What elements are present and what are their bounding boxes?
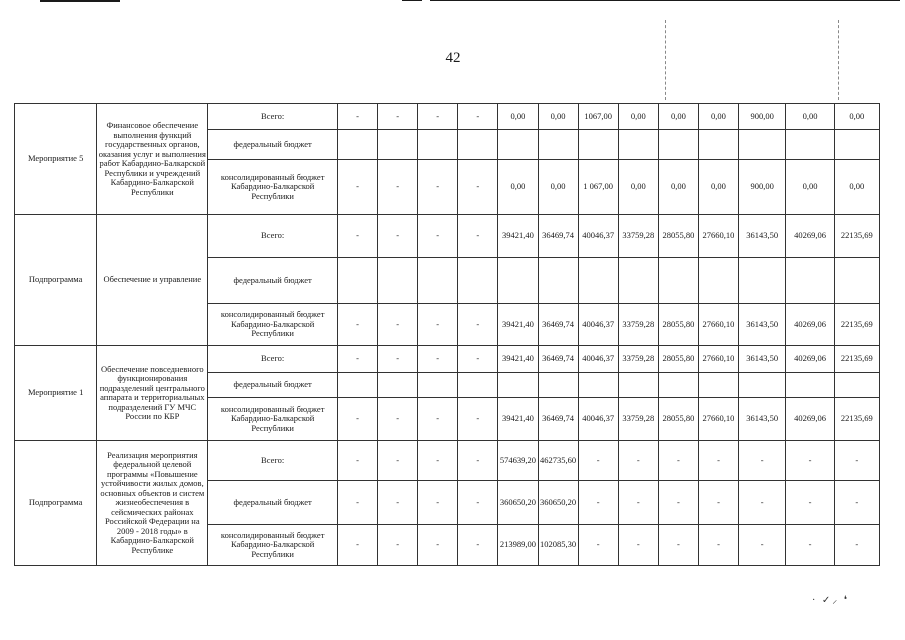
value-cell: [378, 258, 418, 304]
value-cell: -: [458, 104, 498, 130]
value-cell: -: [337, 346, 377, 373]
value-cell: 36469,74: [538, 398, 578, 441]
value-cell: -: [458, 525, 498, 566]
value-cell: -: [698, 525, 738, 566]
scan-mark-top-left: [40, 0, 120, 2]
value-cell: 36143,50: [739, 398, 786, 441]
value-cell: [378, 373, 418, 398]
value-cell: -: [418, 481, 458, 525]
program-type-cell: Подпрограмма: [15, 441, 97, 566]
value-cell: -: [658, 481, 698, 525]
value-cell: [498, 373, 538, 398]
value-cell: -: [698, 441, 738, 481]
value-cell: -: [458, 346, 498, 373]
value-cell: -: [698, 481, 738, 525]
value-cell: -: [337, 104, 377, 130]
funding-source-cell: Всего:: [208, 104, 338, 130]
value-cell: -: [418, 304, 458, 346]
table-row: [15, 441, 880, 481]
value-cell: 27660,10: [698, 346, 738, 373]
value-cell: -: [458, 304, 498, 346]
funding-source-cell: Всего:: [208, 441, 338, 481]
value-cell: -: [337, 481, 377, 525]
value-cell: -: [458, 481, 498, 525]
table-row: [15, 215, 880, 258]
value-cell: 360650,20: [538, 481, 578, 525]
funding-source-cell: федеральный бюджет: [208, 373, 338, 398]
value-cell: 36143,50: [739, 304, 786, 346]
value-cell: -: [618, 481, 658, 525]
program-type-cell: Мероприятие 1: [15, 346, 97, 441]
value-cell: -: [578, 525, 618, 566]
value-cell: 28055,80: [658, 398, 698, 441]
value-cell: -: [378, 346, 418, 373]
program-description-cell: Обеспечение и управление: [97, 215, 208, 346]
value-cell: -: [418, 346, 458, 373]
value-cell: -: [786, 481, 834, 525]
value-cell: [337, 258, 377, 304]
value-cell: 0,00: [658, 160, 698, 215]
value-cell: -: [378, 215, 418, 258]
funding-source-cell: консолидированный бюджет Кабардино-Балкарской Республики: [208, 304, 338, 346]
value-cell: 28055,80: [658, 346, 698, 373]
value-cell: -: [378, 441, 418, 481]
value-cell: [834, 130, 879, 160]
handwritten-mark: · ✓⸝ ❛: [812, 595, 849, 606]
value-cell: [538, 130, 578, 160]
funding-source-cell: Всего:: [208, 215, 338, 258]
table-row: [15, 346, 880, 373]
value-cell: [578, 130, 618, 160]
value-cell: [458, 373, 498, 398]
value-cell: 0,00: [658, 104, 698, 130]
value-cell: 36469,74: [538, 346, 578, 373]
value-cell: [786, 373, 834, 398]
value-cell: -: [418, 104, 458, 130]
value-cell: [698, 373, 738, 398]
value-cell: -: [739, 525, 786, 566]
value-cell: 0,00: [786, 160, 834, 215]
value-cell: 40269,06: [786, 346, 834, 373]
value-cell: -: [418, 215, 458, 258]
value-cell: -: [337, 160, 377, 215]
value-cell: [538, 258, 578, 304]
value-cell: 36143,50: [739, 346, 786, 373]
value-cell: -: [337, 441, 377, 481]
value-cell: 462735,60: [538, 441, 578, 481]
value-cell: -: [337, 215, 377, 258]
value-cell: -: [378, 398, 418, 441]
value-cell: 22135,69: [834, 215, 879, 258]
value-cell: -: [658, 525, 698, 566]
value-cell: 27660,10: [698, 398, 738, 441]
value-cell: -: [458, 215, 498, 258]
value-cell: [739, 258, 786, 304]
funding-source-cell: консолидированный бюджет Кабардино-Балкарской Республики: [208, 525, 338, 566]
value-cell: 33759,28: [618, 304, 658, 346]
value-cell: [739, 373, 786, 398]
value-cell: 33759,28: [618, 346, 658, 373]
value-cell: [698, 130, 738, 160]
value-cell: 0,00: [498, 160, 538, 215]
value-cell: 1067,00: [578, 104, 618, 130]
value-cell: 0,00: [698, 160, 738, 215]
value-cell: -: [458, 441, 498, 481]
value-cell: 28055,80: [658, 304, 698, 346]
value-cell: 0,00: [618, 104, 658, 130]
value-cell: [578, 258, 618, 304]
value-cell: 574639,20: [498, 441, 538, 481]
value-cell: 27660,10: [698, 215, 738, 258]
value-cell: [658, 373, 698, 398]
value-cell: 39421,40: [498, 304, 538, 346]
value-cell: [786, 130, 834, 160]
value-cell: 40046,37: [578, 304, 618, 346]
value-cell: 0,00: [834, 104, 879, 130]
table-row: [15, 104, 880, 130]
value-cell: -: [739, 441, 786, 481]
program-type-cell: Мероприятие 5: [15, 104, 97, 215]
value-cell: 22135,69: [834, 346, 879, 373]
value-cell: 40269,06: [786, 215, 834, 258]
value-cell: [337, 373, 377, 398]
value-cell: [337, 130, 377, 160]
value-cell: -: [658, 441, 698, 481]
value-cell: -: [418, 398, 458, 441]
value-cell: 0,00: [498, 104, 538, 130]
value-cell: 0,00: [618, 160, 658, 215]
value-cell: 900,00: [739, 160, 786, 215]
value-cell: 360650,20: [498, 481, 538, 525]
value-cell: [658, 258, 698, 304]
value-cell: [578, 373, 618, 398]
value-cell: [618, 373, 658, 398]
program-description-cell: Реализация мероприятия федеральной целевой программы «Повышение устойчивости жилых домов, основных объектов и систем жизнеобеспечения в сейсмических районах Российской Федерации на 2009 - 2018 годы» в Кабардино-Балкарской Республике: [97, 441, 208, 566]
scan-fold-line-right: [838, 20, 839, 100]
value-cell: -: [418, 525, 458, 566]
value-cell: [418, 373, 458, 398]
value-cell: -: [378, 160, 418, 215]
value-cell: -: [578, 441, 618, 481]
funding-source-cell: федеральный бюджет: [208, 130, 338, 160]
program-type-cell: Подпрограмма: [15, 215, 97, 346]
value-cell: -: [834, 525, 879, 566]
funding-source-cell: консолидированный бюджет Кабардино-Балкарской Республики: [208, 160, 338, 215]
value-cell: [786, 258, 834, 304]
value-cell: [538, 373, 578, 398]
value-cell: [618, 130, 658, 160]
value-cell: -: [618, 525, 658, 566]
scan-fold-line: [665, 20, 666, 100]
value-cell: -: [337, 398, 377, 441]
value-cell: [739, 130, 786, 160]
program-description-cell: Финансовое обеспечение выполнения функций государственных органов, оказания услуг и выполнения работ Кабардино-Балкарской Республики и учреждений Кабардино-Балкарской Республики: [97, 104, 208, 215]
value-cell: 33759,28: [618, 398, 658, 441]
value-cell: -: [578, 481, 618, 525]
value-cell: [658, 130, 698, 160]
value-cell: [458, 130, 498, 160]
value-cell: -: [739, 481, 786, 525]
value-cell: -: [337, 304, 377, 346]
value-cell: [698, 258, 738, 304]
value-cell: -: [418, 160, 458, 215]
value-cell: [418, 258, 458, 304]
funding-source-cell: федеральный бюджет: [208, 258, 338, 304]
value-cell: -: [337, 525, 377, 566]
value-cell: 33759,28: [618, 215, 658, 258]
value-cell: [834, 258, 879, 304]
value-cell: 39421,40: [498, 215, 538, 258]
value-cell: 0,00: [538, 104, 578, 130]
scan-mark-top-center: [402, 0, 422, 1]
value-cell: 36469,74: [538, 304, 578, 346]
value-cell: -: [378, 525, 418, 566]
value-cell: -: [378, 304, 418, 346]
value-cell: 0,00: [786, 104, 834, 130]
value-cell: [498, 258, 538, 304]
value-cell: 0,00: [834, 160, 879, 215]
page-number: 42: [445, 50, 461, 66]
value-cell: 28055,80: [658, 215, 698, 258]
value-cell: [834, 373, 879, 398]
budget-table: [14, 103, 880, 566]
value-cell: [458, 258, 498, 304]
value-cell: -: [618, 441, 658, 481]
value-cell: 213989,00: [498, 525, 538, 566]
funding-source-cell: федеральный бюджет: [208, 481, 338, 525]
value-cell: 40269,06: [786, 304, 834, 346]
value-cell: 0,00: [698, 104, 738, 130]
value-cell: -: [418, 441, 458, 481]
value-cell: 40046,37: [578, 398, 618, 441]
value-cell: 1 067,00: [578, 160, 618, 215]
value-cell: [378, 130, 418, 160]
scan-mark-top-right: [430, 0, 900, 1]
value-cell: 900,00: [739, 104, 786, 130]
value-cell: [618, 258, 658, 304]
value-cell: 22135,69: [834, 304, 879, 346]
value-cell: 0,00: [538, 160, 578, 215]
value-cell: [498, 130, 538, 160]
value-cell: 40046,37: [578, 346, 618, 373]
funding-source-cell: Всего:: [208, 346, 338, 373]
value-cell: -: [786, 441, 834, 481]
value-cell: 102085,30: [538, 525, 578, 566]
value-cell: -: [834, 481, 879, 525]
value-cell: 36143,50: [739, 215, 786, 258]
value-cell: -: [378, 104, 418, 130]
value-cell: 40046,37: [578, 215, 618, 258]
value-cell: 27660,10: [698, 304, 738, 346]
value-cell: -: [378, 481, 418, 525]
value-cell: 39421,40: [498, 398, 538, 441]
value-cell: 39421,40: [498, 346, 538, 373]
value-cell: -: [786, 525, 834, 566]
value-cell: [418, 130, 458, 160]
value-cell: 40269,06: [786, 398, 834, 441]
program-description-cell: Обеспечение повседневного функционирования подразделений центрального аппарата и территориальных подразделений ГУ МЧС России по КБР: [97, 346, 208, 441]
value-cell: -: [458, 398, 498, 441]
value-cell: 36469,74: [538, 215, 578, 258]
funding-source-cell: консолидированный бюджет Кабардино-Балкарской Республики: [208, 398, 338, 441]
value-cell: -: [834, 441, 879, 481]
value-cell: -: [458, 160, 498, 215]
value-cell: 22135,69: [834, 398, 879, 441]
